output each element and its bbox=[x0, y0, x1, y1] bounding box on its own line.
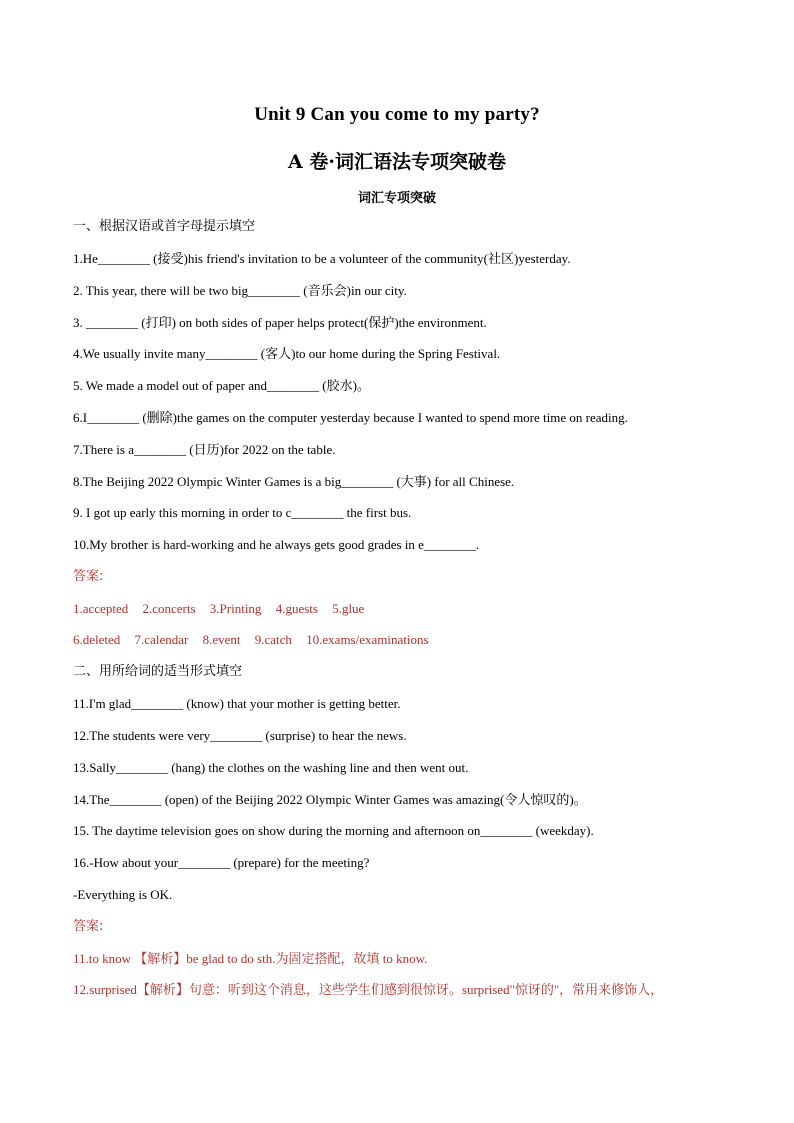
answer-item: 2.concerts bbox=[142, 601, 196, 616]
answer-item: 1.accepted bbox=[73, 601, 129, 616]
question-item: 15. The daytime television goes on show during the morning and afternoon on________ (weekday). bbox=[73, 823, 594, 838]
answer-row bbox=[73, 600, 753, 618]
answer-item: 9.catch bbox=[254, 632, 292, 647]
question-item: 5. We made a model out of paper and________ (胶水)。 bbox=[73, 378, 370, 393]
answer-item: 8.event bbox=[202, 632, 241, 647]
answer-row bbox=[73, 631, 753, 649]
question-item: 6.I________ (删除)the games on the computer yesterday because I wanted to spend more time on reading. bbox=[73, 410, 628, 425]
question-item: 1.He________ (接受)his friend's invitation to be a volunteer of the community(社区)yesterday. bbox=[73, 251, 571, 266]
question-item: 3. ________ (打印) on both sides of paper helps protect(保护)the environment. bbox=[73, 315, 487, 330]
answer-item: 6.deleted bbox=[73, 632, 121, 647]
part1-heading: 一、根据汉语或首字母提示填空 bbox=[73, 219, 256, 234]
question-item: 8.The Beijing 2022 Olympic Winter Games is a big________ (大事) for all Chinese. bbox=[73, 474, 515, 489]
answer-item: 7.calendar bbox=[134, 632, 189, 647]
question-item: 4.We usually invite many________ (客人)to our home during the Spring Festival. bbox=[73, 346, 501, 361]
question-item: 9. I got up early this morning in order to c________ the first bus. bbox=[73, 505, 412, 520]
answer-item: 5.glue bbox=[332, 601, 365, 616]
question-item: 16.-How about your________ (prepare) for the meeting? bbox=[73, 855, 370, 870]
question-item: 10.My brother is hard-working and he always gets good grades in e________. bbox=[73, 537, 480, 552]
answer-item: 10.exams/examinations bbox=[306, 632, 429, 647]
question-item: -Everything is OK. bbox=[73, 887, 173, 902]
answer-label: 答案: bbox=[73, 919, 104, 934]
section-label: 词汇专项突破 bbox=[357, 191, 436, 206]
question-item: 14.The________ (open) of the Beijing 2022 Olympic Winter Games was amazing(令人惊叹的)。 bbox=[73, 792, 587, 807]
question-item: 11.I'm glad________ (know) that your mother is getting better. bbox=[73, 696, 401, 711]
answer-item: 4.guests bbox=[275, 601, 318, 616]
question-item: 7.There is a________ (日历)for 2022 on the table. bbox=[73, 442, 336, 457]
part2-heading: 二、用所给词的适当形式填空 bbox=[73, 664, 243, 679]
answer-item: 3.Printing bbox=[209, 601, 262, 616]
question-item: 13.Sally________ (hang) the clothes on the washing line and then went out. bbox=[73, 760, 469, 775]
answer-label: 答案: bbox=[73, 569, 104, 584]
answer-explanation: 11.to know 【解析】be glad to do sth.为固定搭配，故填 to know. bbox=[73, 951, 428, 966]
question-item: 12.The students were very________ (surprise) to hear the news. bbox=[73, 728, 407, 743]
paper-subtitle: A 卷·词汇语法专项突破卷 bbox=[288, 151, 506, 173]
answer-explanation: 12.surprised【解析】句意：听到这个消息，这些学生们感到很惊讶。surprised"惊讶的"，常用来修饰人， bbox=[73, 982, 664, 997]
page-title: Unit 9 Can you come to my party? bbox=[254, 104, 540, 125]
question-item: 2. This year, there will be two big________ (音乐会)in our city. bbox=[73, 283, 407, 298]
